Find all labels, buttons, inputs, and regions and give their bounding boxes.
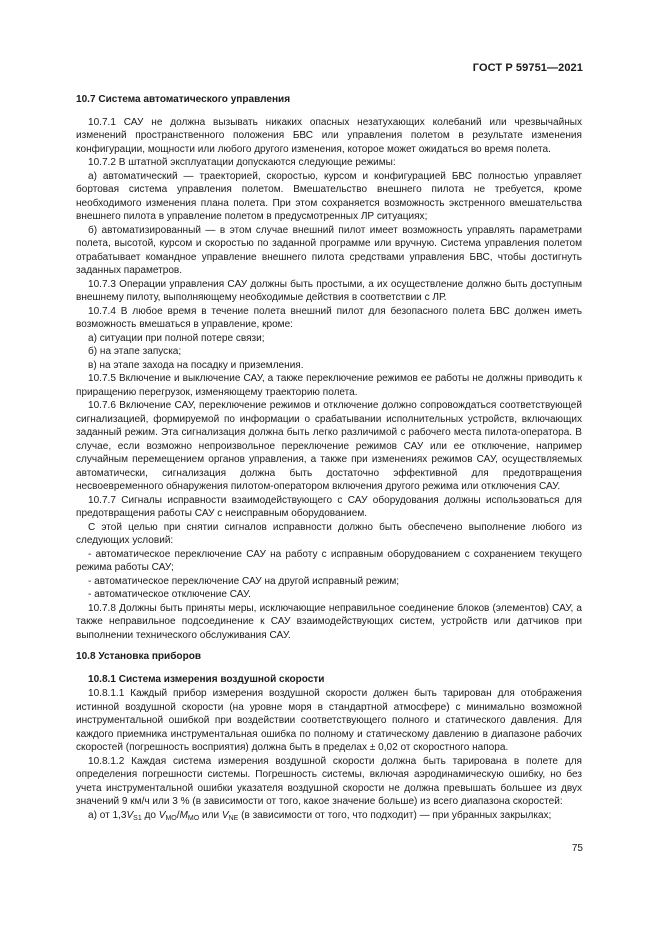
document-header: ГОСТ Р 59751—2021	[472, 62, 583, 74]
list-item-10-7-7-1: - автоматическое переключение САУ на работу с исправным оборудованием с сохранением текущего режима работы САУ;	[76, 548, 582, 573]
subscript: MO	[187, 814, 200, 822]
list-item-10-7-2-b: б) автоматизированный — в этом случае внешний пилот имеет возможность управлять параметрами полета, высотой, курсом и скоростью по заданной программе или вручную. Система управления полетом отрабатывает командное управление внешнего пилота средствами управления БВС, чтобы достигнуть заданных параметров.	[76, 224, 582, 276]
paragraph-10-7-1: 10.7.1 САУ не должна вызывать никаких опасных незатухающих колебаний или чрезвычайных изменений пространственного положения БВС или управления полетом в результате изменения конфигурации, мощности или любого другого изменения, которое может ожидаться во время полета.	[76, 116, 582, 155]
paragraph-10-7-8: 10.7.8 Должны быть приняты меры, исключающие неправильное соединение блоков (элементов) САУ, а также неправильное подсоединение к САУ взаимодействующих систем, устройств или датчиков при выполнении технического обслуживания САУ.	[76, 602, 582, 641]
page-number: 75	[571, 843, 583, 854]
paragraph-10-7-2: 10.7.2 В штатной эксплуатации допускаются следующие режимы:	[88, 157, 396, 168]
paragraph-10-7-7-conditions: С этой целью при снятии сигналов исправности должно быть обеспечено выполнение любого из следующих условий:	[76, 521, 582, 546]
list-item-10-7-4-b: б) на этапе запуска;	[88, 346, 182, 357]
symbol-m: M	[179, 809, 188, 821]
list-item-10-7-7-3: - автоматическое отключение САУ.	[88, 589, 251, 600]
symbol-v: V	[126, 809, 134, 821]
paragraph-10-7-3: 10.7.3 Операции управления САУ должны быть простыми, а их осуществление должно быть доступным внешнему пилоту, выполняющему необходимые действия в соответствии с ЛР.	[76, 278, 582, 303]
list-item-10-7-4-c: в) на этапе захода на посадку и приземления.	[88, 359, 304, 371]
text-fragment: или	[199, 809, 222, 821]
list-item-prefix: а) от 1,3	[88, 809, 127, 821]
paragraph-10-7-5: 10.7.5 Включение и выключение САУ, а также переключение режимов ее работы не должны приводить к приращению перегрузок, изменяющему траекторию полета.	[76, 373, 582, 398]
paragraph-10-7-6: 10.7.6 Включение САУ, переключение режимов и отключение должно сопровождаться соответствующей сигнализацией, формируемой по информации о срабатывании исполнительных устройств, включающих заданный режим. Эта сигнализация должна быть легко различимой с рабочего места пилота-оператора. В случае, если возможно непроизвольное переключение режимов САУ или ее отключение, например случайным перемещением органов управления, а также при изменениях режимов САУ, осуществляемых автоматически, сигнализация должна быть достаточно эффективной для предотвращения несвоевременного обнаружения пилотом-оператором включения другого режима или отключения САУ.	[76, 400, 582, 492]
list-item-10-7-4-a: а) ситуации при полной потере связи;	[88, 332, 265, 344]
list-item-10-7-2-a: а) автоматический — траекторией, скоростью, курсом и конфигурацией БВС полностью управляет бортовая система управления полетом. Вмешательство внешнего пилота не требуется, кроме необходимого изменения плана полета. При этом сохраняется возможность экстренного вмешательства внешнего пилота в управление полетом в предусмотренных ЛР ситуациях;	[76, 170, 582, 222]
paragraph-10-7-7: 10.7.7 Сигналы исправности взаимодействующего с САУ оборудования должны использоваться для предотвращения работы САУ с неисправным оборудованием.	[76, 494, 582, 519]
paragraph-10-7-4: 10.7.4 В любое время в течение полета внешний пилот для безопасного полета БВС должен иметь возможность вмешаться в управление, кроме:	[76, 305, 582, 330]
document-body	[76, 93, 582, 822]
subscript: NE	[228, 814, 239, 822]
subscript: S1	[133, 814, 142, 822]
paragraph-10-8-1-1: 10.8.1.1 Каждый прибор измерения воздушной скорости должен быть тарирован для отображения истинной воздушной скорости (на уровне моря в стандартной атмосфере) с минимально возможной инструментальной ошибкой при воздействии соответствующего полного и статического давления. Для каждого приемника инструментальная ошибка по полному и статическому давлению в диапазоне рабочих скоростей (погрешность восприятия) должна быть в пределах ± 0,02 от скоростного напора.	[76, 688, 582, 753]
paragraph-10-8-1-2: 10.8.1.2 Каждая система измерения воздушной скорости должна быть тарирована в полете для определения погрешности системы. Погрешность системы, включая аэродинамическую ошибку, но без учета инструментальной ошибки указателя воздушной скорости не должна превышать большее из двух значений 9 км/ч или 3 % (в зависимости от того, какое значение больше) из всего диапазона скоростей:	[76, 755, 582, 807]
text-fragment: до	[141, 809, 159, 821]
text-fragment: (в зависимости от того, что подходит) — при убранных закрылках;	[238, 809, 552, 821]
list-item-10-8-1-2-a	[76, 809, 582, 823]
symbol-v: V	[221, 809, 229, 821]
list-item-10-7-7-2: - автоматическое переключение САУ на другой исправный режим;	[88, 575, 400, 587]
symbol-v: V	[158, 809, 166, 821]
text-fragment: /	[176, 809, 180, 821]
subsection-heading-10-8-1: 10.8.1 Система измерения воздушной скорости	[88, 673, 325, 685]
subscript: MO	[165, 814, 177, 822]
section-heading-10-7: 10.7 Система автоматического управления	[76, 94, 291, 105]
section-heading-10-8: 10.8 Установка приборов	[76, 651, 202, 662]
